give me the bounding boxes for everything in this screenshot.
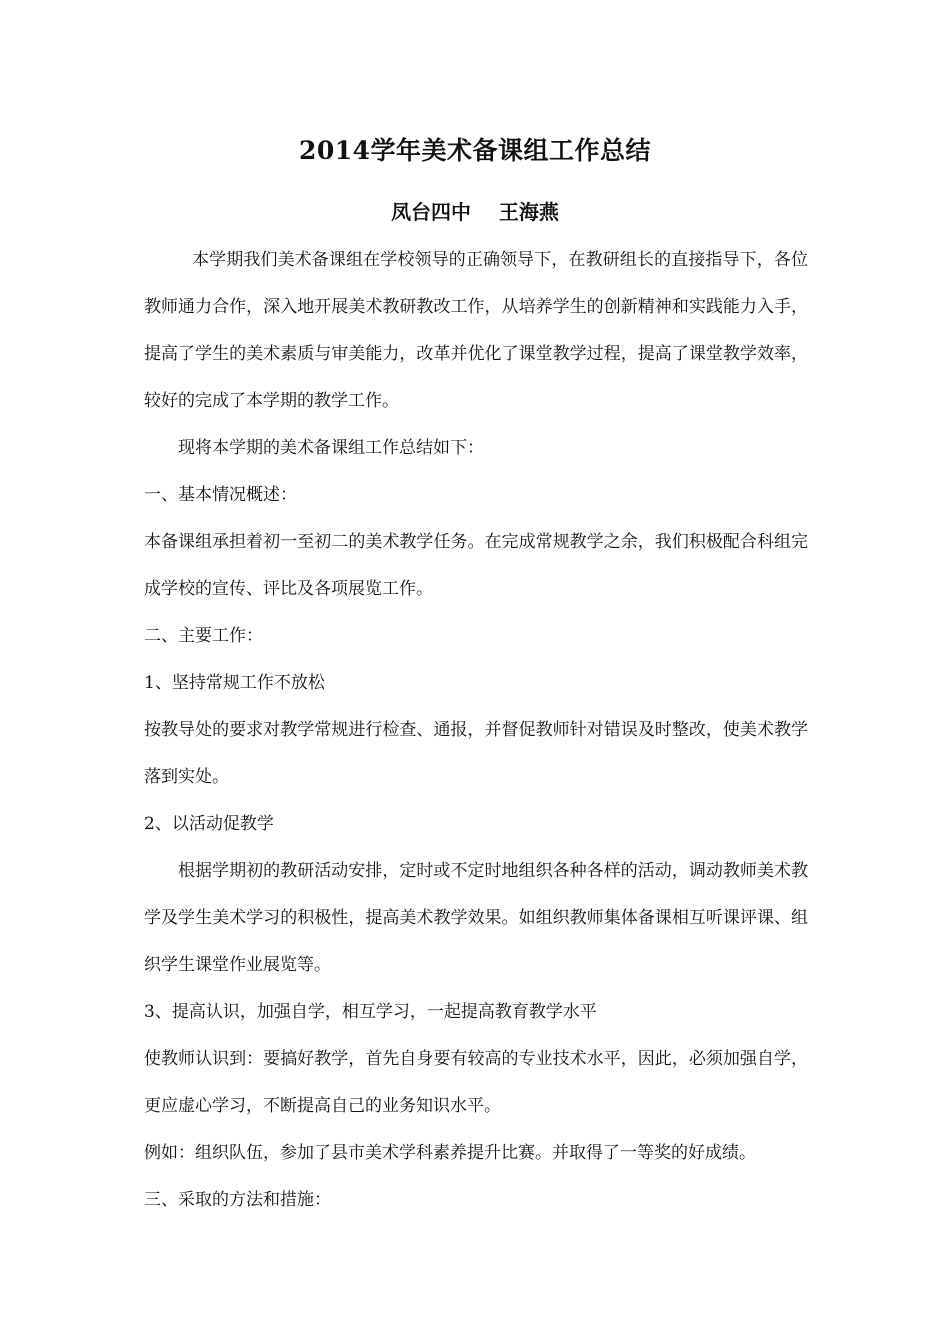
activities-paragraph: 根据学期初的教研活动安排，定时或不定时地组织各种各样的活动，调动教师美术教学及学生美术学习的积极性，提高美术教学效果。如组织教师集体备课相互听课评课、组织学生课堂作业展览等。 [144,861,808,975]
section-heading-main-work: 二、主要工作： [144,626,263,646]
document-body [144,237,808,1224]
subheading-routine-work: 1、坚持常规工作不放松 [144,673,325,693]
improve-awareness-paragraph: 使教师认识到：要搞好教学，首先自身要有较高的专业技术水平，因此，必须加强自学，更应虚心学习，不断提高自己的业务知识水平。 [144,1049,808,1116]
section-heading-overview: 一、基本情况概述： [144,485,297,505]
section-heading-methods: 三、采取的方法和措施： [144,1190,331,1210]
subheading-activities: 2、以活动促教学 [144,814,274,834]
overview-paragraph: 本备课组承担着初一至初二的美术教学任务。在完成常规教学之余，我们积极配合科组完成学校的宣传、评比及各项展览工作。 [144,532,808,599]
routine-work-paragraph: 按教导处的要求对教学常规进行检查、通报，并督促教师针对错误及时整改，使美术教学落到实处。 [144,720,808,787]
author-line: 凤台四中 王海燕 [391,200,559,224]
example-paragraph: 例如：组织队伍，参加了县市美术学科素养提升比赛。并取得了一等奖的好成绩。 [144,1143,756,1163]
summary-lead-paragraph: 现将本学期的美术备课组工作总结如下： [178,438,484,458]
subheading-improve-awareness: 3、提高认识，加强自学，相互学习，一起提高教育教学水平 [144,1002,597,1022]
document-title: 2014学年美术备课组工作总结 [298,136,652,165]
intro-paragraph: 本学期我们美术备课组在学校领导的正确领导下，在教研组长的直接指导下，各位教师通力合作，深入地开展美术教研教改工作，从培养学生的创新精神和实践能力入手，提高了学生的美术素质与审美能力，改革并优化了课堂教学过程，提高了课堂教学效率，较好的完成了本学期的教学工作。 [144,250,808,411]
